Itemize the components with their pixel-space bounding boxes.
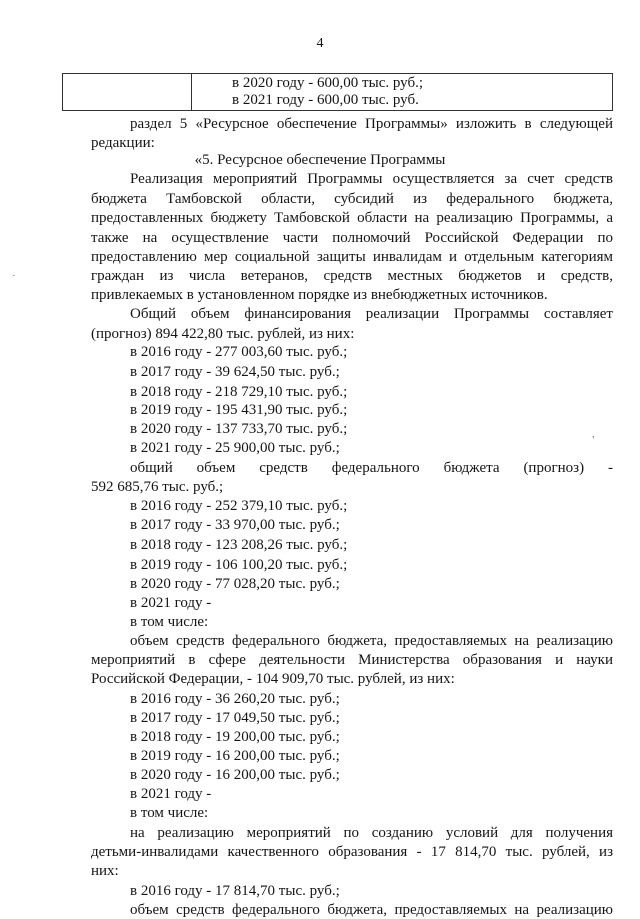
- text-line: в 2019 году - 106 100,20 тыс. руб.;: [130, 557, 348, 573]
- text-line: в 2021 году - 25 900,00 тыс. руб.;: [130, 440, 340, 456]
- text-line: Общий объем финансирования реализации Программы составляет: [130, 306, 613, 322]
- scan-mark: ·: [12, 270, 16, 282]
- text-line: в 2019 году - 195 431,90 тыс. руб.;: [130, 402, 348, 418]
- table-cell-amounts: [192, 74, 613, 111]
- text-line: в 2021 году -: [130, 595, 212, 611]
- table-line: в 2020 году - 600,00 тыс. руб.;: [232, 75, 424, 91]
- text-line: в 2016 году - 17 814,70 тыс. руб.;: [130, 883, 340, 899]
- text-line: в 2016 году - 277 003,60 тыс. руб.;: [130, 344, 348, 360]
- text-line: предоставлению мер социальной защиты инвалидам и отдельным категориям: [91, 249, 613, 265]
- text-line: на реализацию мероприятий по созданию условий для получения: [130, 825, 613, 841]
- text-line: общий объем средств федерального бюджета (прогноз) -: [130, 460, 613, 476]
- funding-table: [62, 73, 613, 111]
- table-row: [63, 74, 613, 111]
- text-line: «5. Ресурсное обеспечение Программы: [194, 152, 446, 168]
- table-cell-empty: [63, 74, 192, 111]
- text-line: в 2018 году - 218 729,10 тыс. руб.;: [130, 384, 348, 400]
- text-line: в 2018 году - 19 200,00 тыс. руб.;: [130, 729, 340, 745]
- text-line: в 2018 году - 123 208,26 тыс. руб.;: [130, 537, 348, 553]
- text-line: также на осуществление части полномочий Российской Федерации по: [91, 230, 613, 246]
- text-line: мероприятий в сфере деятельности Министерства образования и науки: [91, 652, 613, 668]
- text-line: объем средств федерального бюджета, предоставляемых на реализацию: [130, 633, 613, 649]
- text-line: детьми-инвалидами качественного образования - 17 814,70 тыс. рублей, из: [91, 844, 613, 860]
- scan-mark: ,: [592, 428, 595, 440]
- text-line: в 2020 году - 137 733,70 тыс. руб.;: [130, 421, 348, 437]
- text-line: в 2021 году -: [130, 786, 212, 802]
- text-line: Российской Федерации, - 104 909,70 тыс. рублей, из них:: [91, 671, 455, 687]
- text-line: редакции:: [91, 135, 155, 151]
- text-line: них:: [91, 863, 119, 879]
- text-line: в 2016 году - 252 379,10 тыс. руб.;: [130, 498, 348, 514]
- text-line: в 2017 году - 17 049,50 тыс. руб.;: [130, 710, 340, 726]
- text-line: в 2020 году - 16 200,00 тыс. руб.;: [130, 767, 340, 783]
- text-line: предоставленных бюджету Тамбовской области на реализацию Программы, а: [91, 210, 613, 226]
- text-line: в том числе:: [130, 805, 209, 821]
- text-line: в 2016 году - 36 260,20 тыс. руб.;: [130, 691, 340, 707]
- page-number: 4: [316, 36, 324, 51]
- table-line: в 2021 году - 600,00 тыс. руб.: [232, 92, 419, 108]
- text-line: привлекаемых в установленном порядке из внебюджетных источников.: [91, 287, 548, 303]
- text-line: в том числе:: [130, 614, 209, 630]
- text-line: раздел 5 «Ресурсное обеспечение Программы» изложить в следующей: [130, 116, 613, 132]
- text-line: в 2017 году - 39 624,50 тыс. руб.;: [130, 364, 340, 380]
- text-line: бюджета Тамбовской области, субсидий из федерального бюджета,: [91, 191, 613, 207]
- text-line: в 2019 году - 16 200,00 тыс. руб.;: [130, 748, 340, 764]
- text-line: Реализация мероприятий Программы осуществляется за счет средств: [130, 171, 613, 187]
- text-line: (прогноз) 894 422,80 тыс. рублей, из них:: [91, 326, 355, 342]
- text-line: в 2017 году - 33 970,00 тыс. руб.;: [130, 517, 340, 533]
- text-line: 592 685,76 тыс. руб.;: [91, 479, 224, 495]
- text-line: граждан из числа ветеранов, средств местных бюджетов и средств,: [91, 268, 613, 284]
- text-line: в 2020 году - 77 028,20 тыс. руб.;: [130, 576, 340, 592]
- text-line: объем средств федерального бюджета, предоставляемых на реализацию: [130, 902, 613, 918]
